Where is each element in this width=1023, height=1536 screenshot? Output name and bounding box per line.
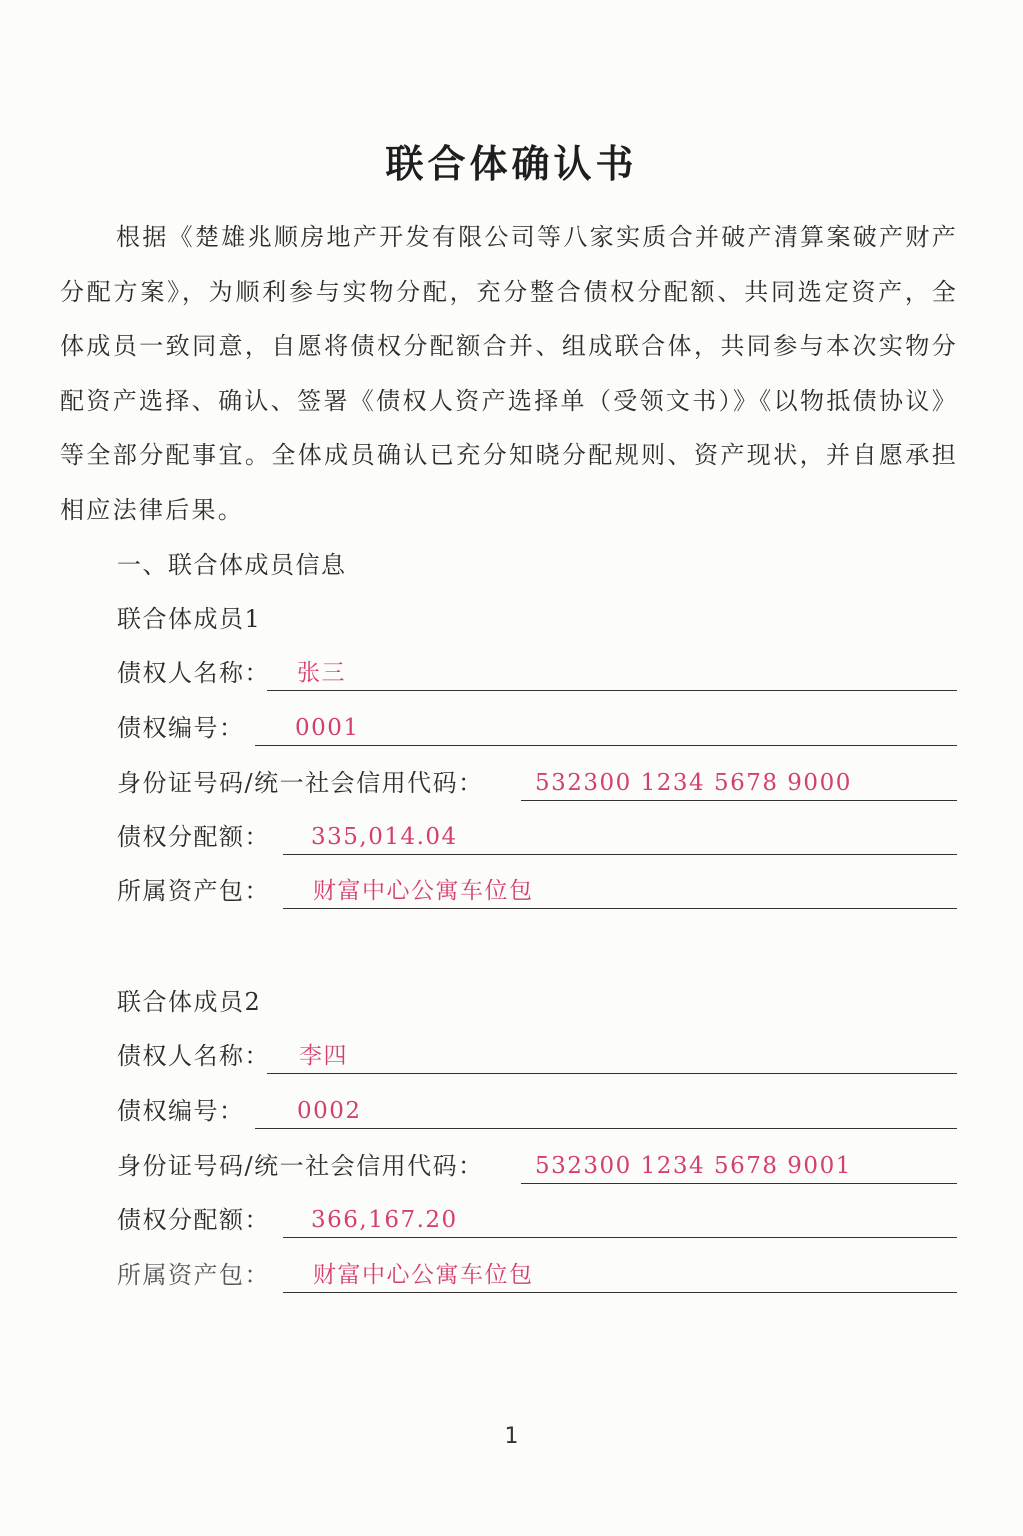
member-1-package-value: 财富中心公寓车位包 xyxy=(313,878,534,904)
member-1-amount-value: 335,014.04 xyxy=(311,824,458,850)
field-underline xyxy=(267,1037,957,1074)
section-heading: 一、联合体成员信息 xyxy=(117,551,347,579)
field-underline xyxy=(255,709,957,746)
member-1-amount-field xyxy=(117,817,957,857)
amount-label: 债权分配额： xyxy=(117,823,270,851)
member-1-name-value: 张三 xyxy=(297,660,346,686)
package-label: 所属资产包： xyxy=(117,1261,270,1289)
member-1-heading: 联合体成员1 xyxy=(117,605,262,633)
member-2-package-value: 财富中心公寓车位包 xyxy=(313,1262,534,1288)
member-2-id-value: 532300 1234 5678 9001 xyxy=(535,1153,852,1179)
member-1-id-field xyxy=(117,763,957,803)
member-2-name-field xyxy=(117,1036,957,1076)
document-title: 联合体确认书 xyxy=(385,141,638,186)
id-label: 身份证号码/统一社会信用代码： xyxy=(117,769,484,797)
member-1-code-field xyxy=(117,708,957,748)
amount-label: 债权分配额： xyxy=(117,1206,270,1234)
field-underline xyxy=(267,654,957,691)
member-1-name-field xyxy=(117,653,957,693)
id-label: 身份证号码/统一社会信用代码： xyxy=(117,1152,484,1180)
member-2-name-value: 李四 xyxy=(299,1043,348,1069)
member-2-amount-field xyxy=(117,1200,957,1240)
member-2-amount-value: 366,167.20 xyxy=(311,1207,458,1233)
member-2-code-value: 0002 xyxy=(297,1098,362,1124)
page-number: 1 xyxy=(504,1424,519,1449)
member-1-id-value: 532300 1234 5678 9000 xyxy=(535,770,852,796)
package-label: 所属资产包： xyxy=(117,877,270,905)
name-label: 债权人名称： xyxy=(117,659,270,687)
member-2-id-field xyxy=(117,1146,957,1186)
member-1-code-value: 0001 xyxy=(295,715,360,741)
member-2-package-field xyxy=(117,1255,957,1295)
member-2-heading: 联合体成员2 xyxy=(117,988,262,1016)
name-label: 债权人名称： xyxy=(117,1042,270,1070)
member-1-package-field xyxy=(117,871,957,911)
code-label: 债权编号： xyxy=(117,1097,245,1125)
code-label: 债权编号： xyxy=(117,714,245,742)
intro-paragraph: 根据《楚雄兆顺房地产开发有限公司等八家实质合并破产清算案破产财产分配方案》，为顺利参与实物分配，充分整合债权分配额、共同选定资产，全体成员一致同意，自愿将债权分配额合并、组成联合体，共同参与本次实物分配资产选择、确认、签署《债权人资产选择单（受领文书）》《以物抵债协议》等全部分配事宜。全体成员确认已充分知晓分配规则、资产现状，并自愿承担相应法律后果。 xyxy=(60,223,958,524)
member-2-code-field xyxy=(117,1091,957,1131)
